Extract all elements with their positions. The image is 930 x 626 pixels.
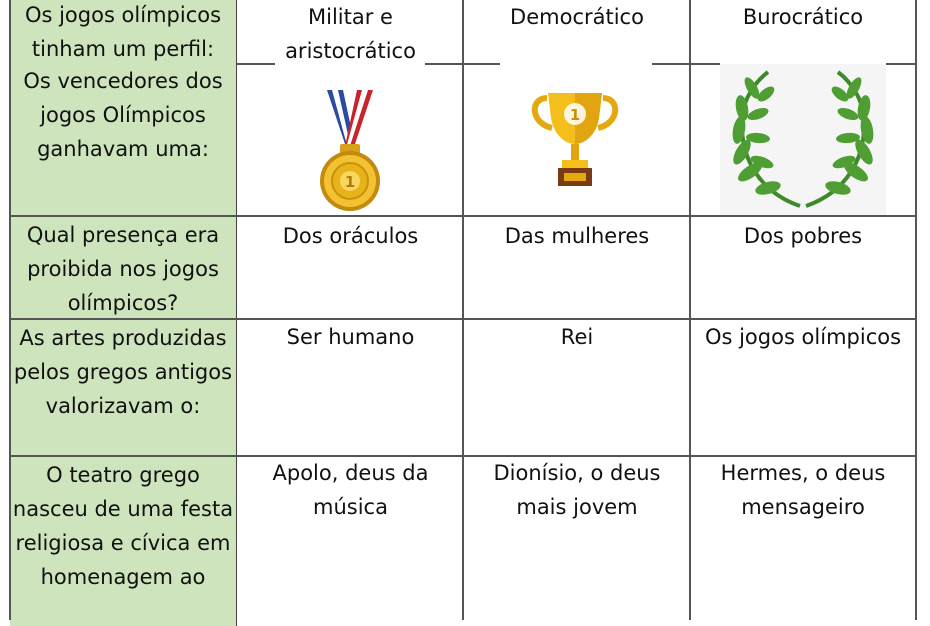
grid-line (886, 63, 916, 65)
trophy-image-box (500, 68, 650, 215)
question-cell-5 (10, 456, 237, 626)
question-cell-3 (10, 216, 237, 319)
question-text: Qual presença era proibida nos jogos olímpicos? (26, 223, 220, 315)
answer-4-c: Os jogos olímpicos (704, 325, 902, 349)
laurel-image-box (720, 64, 886, 216)
grid-line (9, 318, 916, 320)
laurel-wreath-icon (720, 64, 886, 216)
grid-line (462, 0, 464, 620)
answer-5-c: Hermes, o deus mensageiro (720, 461, 886, 519)
question-text: Os vencedores dos jogos Olímpicos ganhavam uma: (23, 69, 223, 161)
question-cell-1 (10, 0, 237, 64)
answer-5-a: Apolo, deus da música (272, 461, 429, 519)
grid-line (9, 0, 11, 620)
question-cell-4 (10, 319, 237, 456)
question-text: As artes produzidas pelos gregos antigos valorizavam o: (13, 326, 233, 418)
answer-3-a: Dos oráculos (282, 224, 419, 248)
answer-5-b: Dionísio, o deus mais jovem (493, 461, 661, 519)
svg-text:1: 1 (344, 173, 356, 191)
grid-line (689, 0, 691, 620)
medal-image-box (275, 68, 425, 215)
answer-1-c: Burocrático (742, 5, 864, 29)
grid-line (237, 63, 275, 65)
answer-3-c: Dos pobres (743, 224, 863, 248)
svg-text:1: 1 (569, 106, 581, 124)
answer-1-a: Militar e aristocrático (285, 5, 416, 63)
grid-line (652, 63, 720, 65)
grid-line (915, 0, 917, 620)
question-text: O teatro grego nasceu de uma festa religiosa e cívica em homenagem ao (12, 463, 234, 589)
grid-line (425, 63, 500, 65)
question-cell-2 (10, 64, 237, 216)
question-text: Os jogos olímpicos tinham um perfil: (24, 3, 222, 61)
answer-1-b: Democrático (510, 5, 644, 29)
grid-line (9, 455, 916, 457)
grid-line (9, 215, 916, 217)
trophy-icon (500, 68, 650, 215)
answer-4-a: Ser humano (286, 325, 415, 349)
answer-4-b: Rei (560, 325, 594, 349)
medal-icon (275, 68, 425, 215)
answer-3-b: Das mulheres (504, 224, 650, 248)
